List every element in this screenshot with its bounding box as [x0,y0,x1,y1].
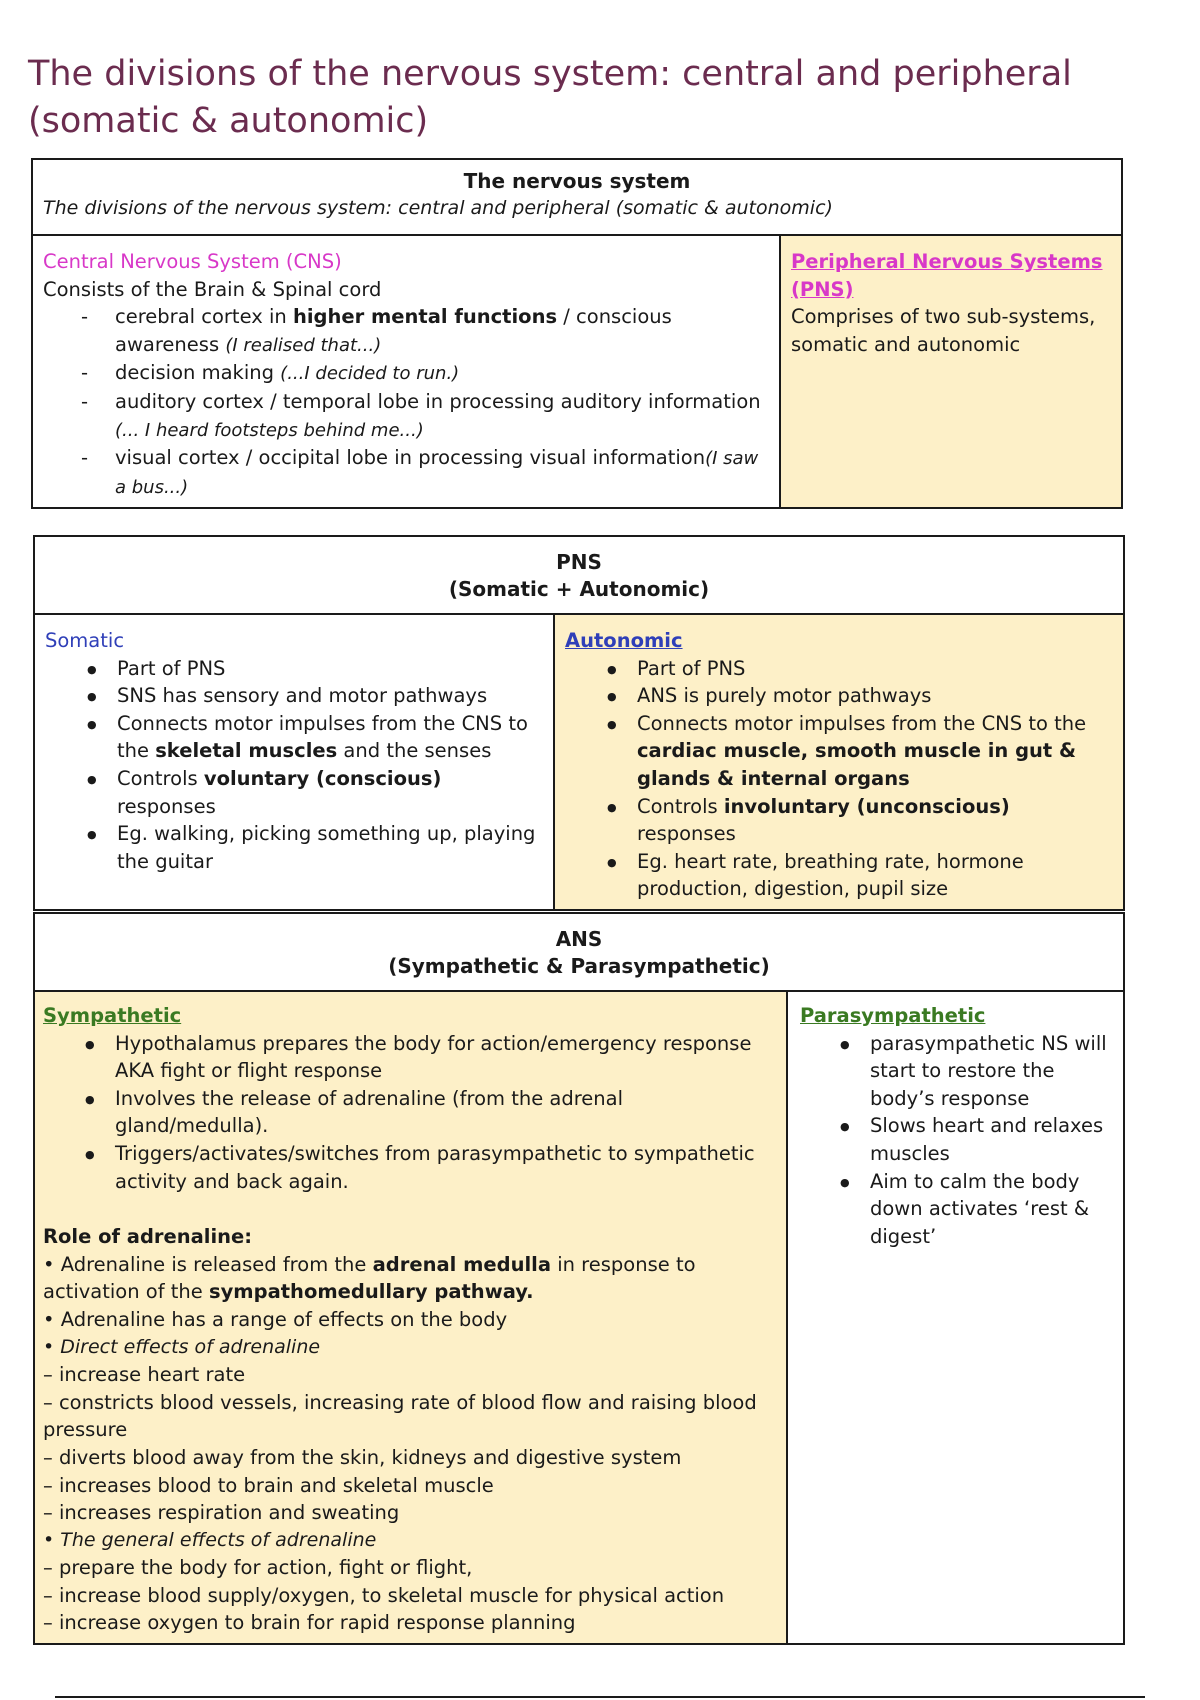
adrenaline-line-text: • Adrenaline has a range of effects on the body [43,1307,508,1331]
adrenaline-line [43,1582,778,1610]
adrenaline-line-text: – increases respiration and sweating [43,1501,400,1525]
somatic-list [45,655,543,876]
autonomic-list-item [565,682,1113,710]
page-title: The divisions of the nervous system: central and peripheral (somatic & autonomic) [28,54,1072,142]
parasympathetic-list-item: ● Aim to calm the body down activates ‘rest & digest’ [800,1168,1113,1251]
pns-subheading: (Somatic + Autonomic) [448,577,710,601]
adrenaline-line [43,1334,778,1362]
adrenaline-line-text: • Adrenaline is released from the [43,1252,373,1276]
somatic-list-item [45,820,543,875]
autonomic-list-item-text: ANS is purely motor pathways [637,684,932,708]
somatic-cell [34,614,554,910]
pns-cell [780,235,1122,508]
pns-title: Peripheral Nervous Systems (PNS) [791,250,1103,301]
adrenaline-heading: Role of adrenaline: [43,1225,253,1249]
cns-list-item [43,359,769,388]
cns-list-item-text-end: / conscious awareness [115,305,672,356]
adrenaline-lines [43,1251,778,1637]
somatic-list-item-bold-text: voluntary (conscious) [203,766,442,790]
autonomic-list-item [565,848,1113,903]
somatic-list-item [45,765,543,820]
cns-list-item-text: decision making [115,361,281,385]
adrenaline-line-text: – increase oxygen to brain for rapid response planning [43,1611,576,1635]
adrenaline-line-text: – increases blood to brain and skeletal muscle [43,1473,494,1497]
sympathetic-cell [34,991,787,1644]
adrenaline-line-text: – constricts blood vessels, increasing rate of blood flow and raising blood pressure [43,1390,757,1442]
parasympathetic-title: Parasympathetic [800,1004,986,1027]
adrenaline-line [43,1389,778,1444]
cns-list-item-example: (... I heard footsteps behind me...) [115,419,424,441]
adrenaline-line [43,1472,778,1500]
autonomic-title: Autonomic [565,629,683,652]
adrenaline-line [43,1251,778,1306]
adrenaline-line [43,1554,778,1582]
adrenaline-line-text: – prepare the body for action, fight or flight, [43,1556,473,1580]
cns-list-item-example: (...I decided to run.) [280,363,460,385]
autonomic-list [565,655,1113,903]
adrenaline-line-text: • The general effects of adrenaline [43,1528,377,1551]
autonomic-list-item-bold-text: involuntary (unconscious) [723,794,1010,818]
somatic-list-item-text: Connects motor impulses from the CNS to the [117,711,528,763]
autonomic-list-item-text: Connects motor impulses from the CNS to the [637,711,1087,735]
adrenaline-line [43,1306,778,1334]
autonomic-list-item [565,655,1113,683]
autonomic-list-item-text-end: responses [637,822,736,846]
sympathetic-title: Sympathetic [43,1004,182,1027]
cns-list-item-bold-text: higher mental functions [292,305,558,329]
pns-heading: PNS [556,550,602,574]
cns-list-item-example: (I realised that...) [225,334,382,356]
adrenaline-line-bold: adrenal medulla [372,1252,551,1276]
autonomic-list-item-text: Eg. heart rate, breathing rate, hormone production, digestion, pupil size [637,849,1024,901]
cns-list-item-text: visual cortex / occipital lobe in processing visual information [115,446,706,470]
adrenaline-line-text: – increase heart rate [43,1363,246,1387]
sympathetic-list [43,1030,778,1196]
cns-list-item [43,388,769,444]
autonomic-cell [554,614,1124,910]
bottom-divider [55,1696,1145,1698]
cns-list [43,303,769,501]
nervous-system-subheading: The divisions of the nervous system: central and peripheral (somatic & autonomic) [43,197,833,219]
ans-table [33,912,1125,1645]
somatic-list-item [45,710,543,765]
cns-cell [32,235,780,508]
somatic-list-item-text: SNS has sensory and motor pathways [117,684,488,708]
cns-list-item-text: cerebral cortex in [115,305,293,329]
autonomic-list-item [565,710,1113,793]
adrenaline-line [43,1527,778,1555]
adrenaline-line-text: – diverts blood away from the skin, kidneys and digestive system [43,1445,682,1469]
adrenaline-line-text: • Direct effects of adrenaline [43,1335,321,1358]
somatic-list-item-text-end: responses [117,794,216,818]
parasympathetic-cell [787,991,1124,1644]
parasympathetic-list-item: ● Slows heart and relaxes muscles [800,1112,1113,1167]
sympathetic-list-item: ● Hypothalamus prepares the body for action/emergency response AKA fight or flight response [43,1030,778,1085]
somatic-list-item-text: Eg. walking, picking something up, playing the guitar [117,822,536,873]
somatic-list-item-text-end: and the senses [337,739,492,763]
somatic-list-item [45,655,543,683]
adrenaline-line-text-mid: in response to activation of the [43,1252,696,1304]
somatic-title: Somatic [45,629,125,652]
pns-table [33,535,1125,911]
somatic-list-item-bold-text: skeletal muscles [155,739,338,763]
adrenaline-line-bold-end: sympathomedullary pathway. [208,1280,534,1304]
autonomic-list-item-text: Part of PNS [637,656,746,680]
pns-text: Comprises of two sub-systems, somatic and autonomic [791,305,1096,356]
somatic-list-item-text: Controls [117,766,204,790]
ans-heading: ANS [555,927,603,951]
autonomic-list-item [565,793,1113,848]
sympathetic-list-item: ● Triggers/activates/switches from parasympathetic to sympathetic activity and back again. [43,1140,778,1195]
adrenaline-line [43,1361,778,1389]
nervous-system-table [31,158,1123,509]
adrenaline-line [43,1499,778,1527]
sympathetic-list-item: ● Involves the release of adrenaline (from the adrenal gland/medulla). [43,1085,778,1140]
somatic-list-item-text: Part of PNS [117,656,226,680]
adrenaline-line-text: – increase blood supply/oxygen, to skeletal muscle for physical action [43,1583,725,1607]
somatic-list-item [45,682,543,710]
cns-title: Central Nervous System (CNS) [43,250,342,273]
cns-list-item [43,444,769,501]
cns-list-item-text: auditory cortex / temporal lobe in processing auditory information [115,389,761,413]
cns-list-item [43,303,769,359]
parasympathetic-list [800,1030,1113,1251]
autonomic-list-item-bold-text: cardiac muscle, smooth muscle in gut & glands & internal organs [637,739,1077,790]
ans-subheading: (Sympathetic & Parasympathetic) [388,954,770,978]
cns-list-item-example: (I saw a bus...) [115,448,759,498]
nervous-system-heading: The nervous system [463,169,691,193]
parasympathetic-list-item: ● parasympathetic NS will start to restore the body’s response [800,1030,1113,1113]
cns-intro: Consists of the Brain & Spinal cord [43,277,382,301]
autonomic-list-item-text: Controls [637,794,724,818]
adrenaline-line [43,1444,778,1472]
adrenaline-line [43,1609,778,1637]
